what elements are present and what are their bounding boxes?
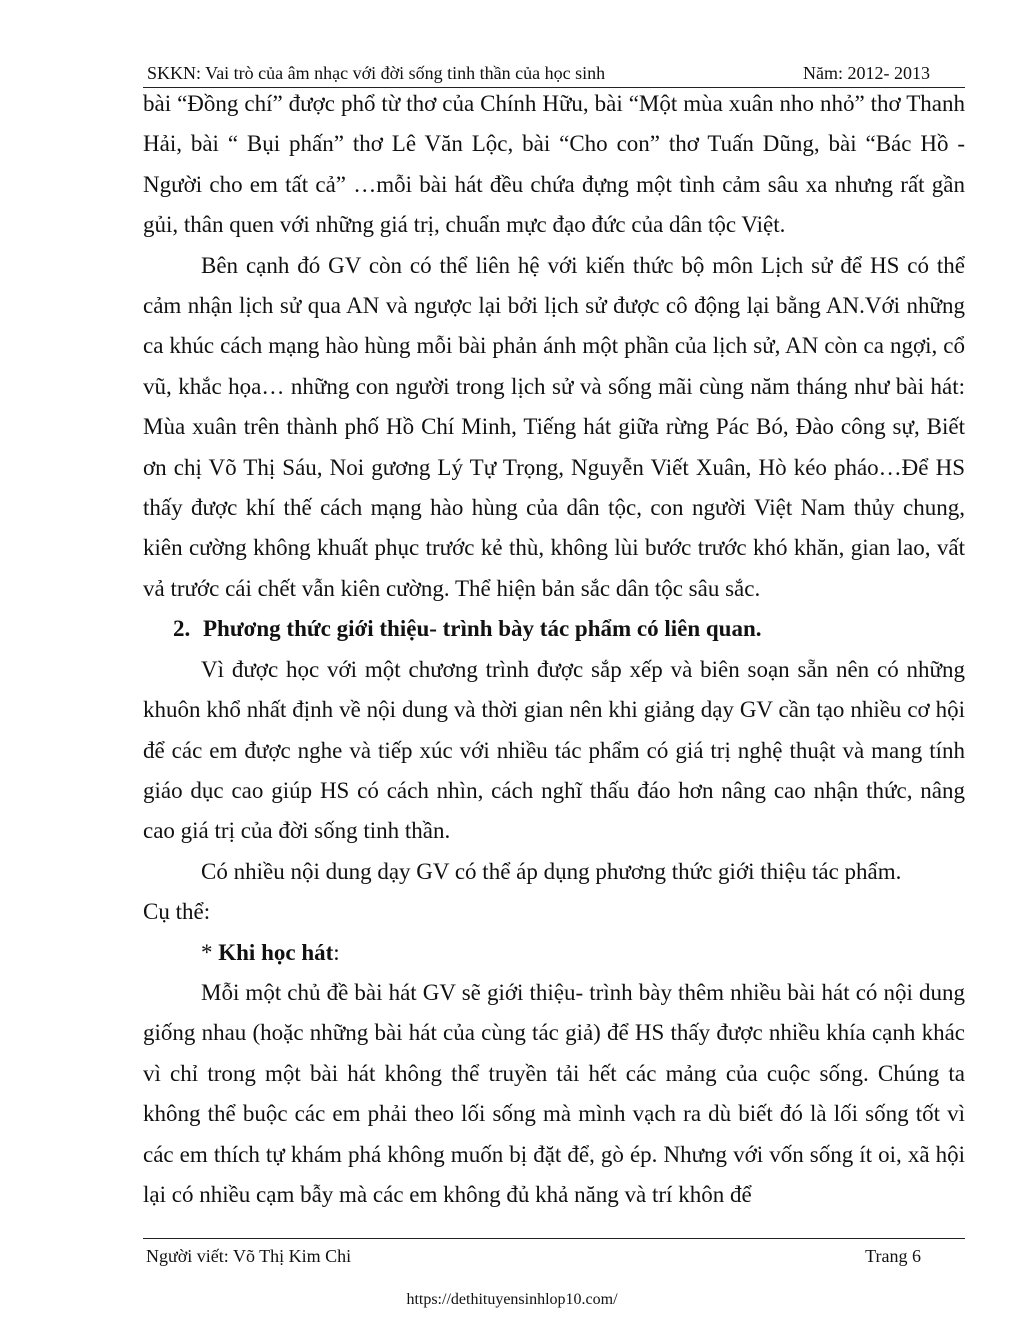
section-heading-number: 2.: [173, 616, 191, 642]
source-url-link[interactable]: https://dethituyensinhlop10.com/: [406, 1291, 618, 1308]
header-school-year: Năm: 2012- 2013: [803, 63, 930, 83]
paragraph-song-topics: Mỗi một chủ đề bài hát GV sẽ giới thiệu- trình bày thêm nhiều bài hát có nội dung giống nhau (hoặc những bài hát của cùng tác giả) để HS thấy được nhiều khía cạnh khác vì chỉ trong một bài hát không thể truyền tải hết các mảng của cuộc sống. Chúng ta không thể buộc các em phải theo lối sống mà mình vạch ra dù biết đó là lối sống tốt vì các em thích tự khám phá không muốn bị đặt để, gò ép. Nhưng với vốn sống ít oi, xã hội lại có nhiều cạm bẫy mà các em không đủ khả năng và trí khôn để: [143, 979, 965, 1207]
paragraph-methods: Có nhiều nội dung dạy GV có thể áp dụng phương thức giới thiệu tác phẩm.: [201, 858, 902, 884]
page-footer: [143, 1238, 965, 1269]
footer-page-number: Trang 6: [865, 1246, 921, 1266]
footer-author: Người viết: Võ Thị Kim Chi: [146, 1246, 352, 1266]
section-heading: [143, 609, 965, 649]
paragraph-specifically: Cụ thể:: [143, 899, 211, 925]
paragraph-history-link: Bên cạnh đó GV còn có thể liên hệ với kiến thức bộ môn Lịch sử để HS có thể cảm nhận lịch sử qua AN và ngược lại bởi lịch sử được cô động lại bằng AN.Với những ca khúc cách mạng hào hùng mỗi bài phản ánh một phần của lịch sử, AN còn ca ngợi, cổ vũ, khắc họa… những con người trong lịch sử và sống mãi cùng năm tháng như bài hát: Mùa xuân trên thành phố Hồ Chí Minh, Tiếng hát giữa rừng Pác Bó, Đào công sự, Biết ơn chị Võ Thị Sáu, Noi gương Lý Tự Trọng, Nguyễn Viết Xuân, Hò kéo pháo…Để HS thấy được khí thế cách mạng hào hùng của dân tộc, con người Việt Nam thủy chung, kiên cường không khuất phục trước kẻ thù, không lùi bước trước khó khăn, gian lao, vất vả trước cái chết vẫn kiên cường. Thể hiện bản sắc dân tộc sâu sắc.: [143, 252, 965, 601]
subheading-singing: [143, 933, 965, 973]
paragraph-song-examples: bài “Đồng chí” được phổ từ thơ của Chính Hữu, bài “Một mùa xuân nho nhỏ” thơ Thanh Hải, bài “ Bụi phấn” thơ Lê Văn Lộc, bài “Cho con” thơ Tuấn Dũng, bài “Bác Hồ - Người cho em tất cả” …mỗi bài hát đều chứa đựng một tình cảm sâu xa nhưng rất gần gủi, thân quen với những giá trị, chuẩn mực đạo đức của dân tộc Việt.: [143, 91, 965, 238]
subheading-colon: :: [333, 939, 340, 965]
subheading-singing-label: Khi học hát: [218, 939, 334, 965]
section-heading-text: Phương thức giới thiệu- trình bày tác phẩm có liên quan.: [203, 616, 762, 642]
header-document-title: SKKN: Vai trò của âm nhạc với đời sống tinh thần của học sinh: [147, 63, 606, 83]
document-body: [143, 84, 965, 1215]
paragraph-curriculum: Vì được học với một chương trình được sắp xếp và biên soạn sẵn nên có những khuôn khổ nhất định về nội dung và thời gian nên khi giảng dạy GV cần tạo nhiều cơ hội để các em được nghe và tiếp xúc với nhiều tác phẩm có giá trị nghệ thuật và mang tính giáo dục cao giúp HS có cách nhìn, cách nghĩ thấu đáo hơn nâng cao nhận thức, nâng cao giá trị của đời sống tinh thần.: [143, 656, 965, 844]
subheading-bullet: *: [201, 939, 219, 965]
